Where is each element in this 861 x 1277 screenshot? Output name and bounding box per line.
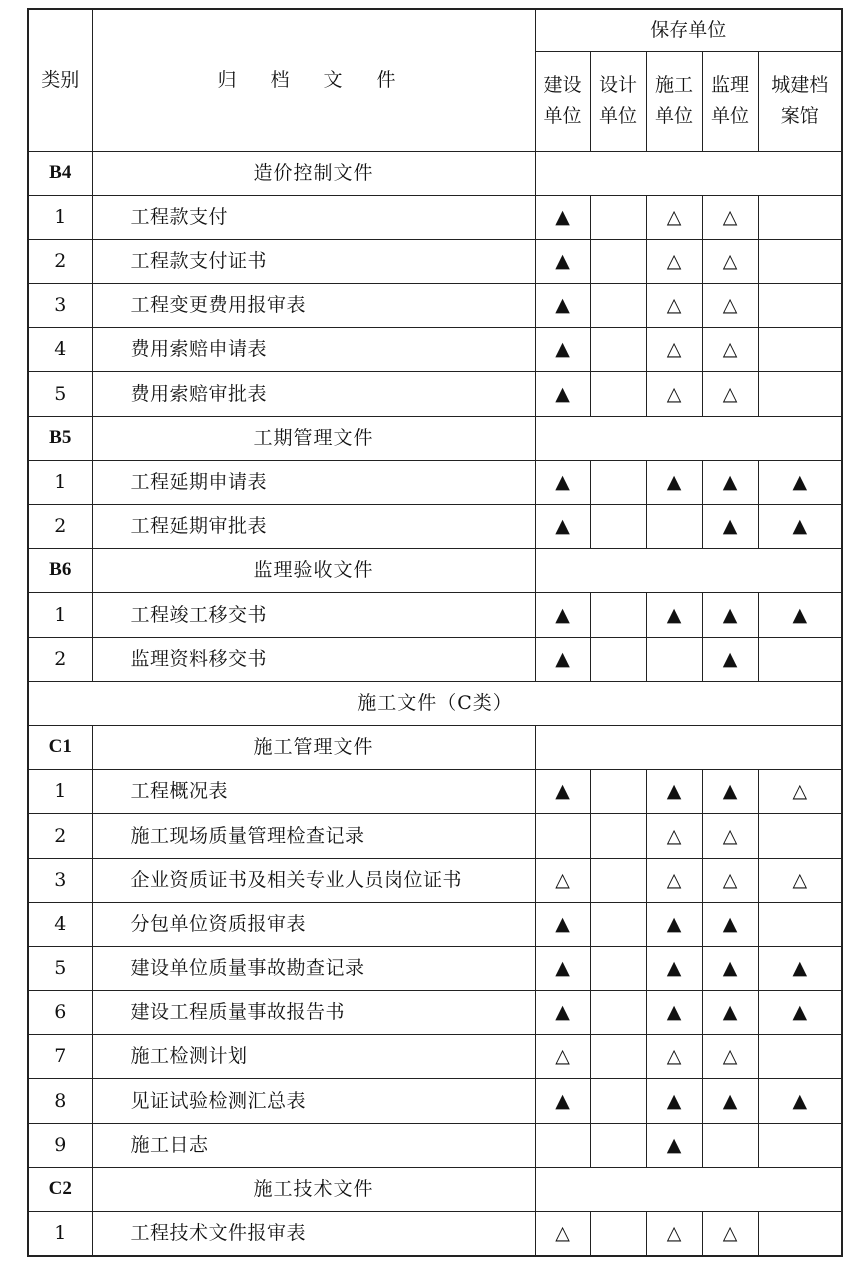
- mark-empty: [590, 195, 646, 239]
- solid-triangle-mark: ▲: [535, 593, 590, 637]
- item-code: 5: [28, 946, 92, 990]
- group-code: B4: [28, 151, 92, 195]
- item-code: 3: [28, 284, 92, 328]
- mark-empty: [758, 1035, 842, 1079]
- section-row: [28, 681, 842, 725]
- mark-empty: [702, 1123, 758, 1167]
- solid-triangle-mark: ▲: [702, 946, 758, 990]
- group-code: B5: [28, 416, 92, 460]
- hollow-triangle-mark: △: [646, 1035, 702, 1079]
- solid-triangle-mark: ▲: [702, 991, 758, 1035]
- group-row: [28, 416, 842, 460]
- solid-triangle-mark: ▲: [702, 1079, 758, 1123]
- group-title: 施工管理文件: [92, 725, 535, 769]
- hollow-triangle-mark: △: [535, 858, 590, 902]
- mark-empty: [590, 858, 646, 902]
- solid-triangle-mark: ▲: [646, 1079, 702, 1123]
- hollow-triangle-mark: △: [702, 372, 758, 416]
- table-row: [28, 284, 842, 328]
- hollow-triangle-mark: △: [702, 328, 758, 372]
- solid-triangle-mark: ▲: [535, 902, 590, 946]
- header-unit-line2: 单位: [543, 105, 582, 127]
- mark-empty: [758, 637, 842, 681]
- mark-empty: [590, 284, 646, 328]
- mark-empty: [590, 1123, 646, 1167]
- item-name: 费用索赔申请表: [92, 328, 535, 372]
- group-units-empty: [535, 725, 842, 769]
- mark-empty: [590, 991, 646, 1035]
- table-row: [28, 902, 842, 946]
- solid-triangle-mark: ▲: [535, 460, 590, 504]
- item-code: 2: [28, 814, 92, 858]
- item-code: 8: [28, 1079, 92, 1123]
- hollow-triangle-mark: △: [702, 858, 758, 902]
- mark-empty: [758, 1123, 842, 1167]
- mark-empty: [590, 593, 646, 637]
- solid-triangle-mark: ▲: [758, 946, 842, 990]
- solid-triangle-mark: ▲: [535, 239, 590, 283]
- item-code: 4: [28, 328, 92, 372]
- header-unit-2: [646, 51, 702, 151]
- hollow-triangle-mark: △: [646, 814, 702, 858]
- solid-triangle-mark: ▲: [535, 770, 590, 814]
- mark-empty: [590, 505, 646, 549]
- item-name: 施工现场质量管理检查记录: [92, 814, 535, 858]
- header-unit-0: [535, 51, 590, 151]
- mark-empty: [590, 637, 646, 681]
- group-units-empty: [535, 151, 842, 195]
- header-unit-line2: 案馆: [780, 105, 819, 127]
- solid-triangle-mark: ▲: [535, 195, 590, 239]
- solid-triangle-mark: ▲: [758, 505, 842, 549]
- header-unit-line1: 监理: [710, 74, 749, 97]
- solid-triangle-mark: ▲: [702, 902, 758, 946]
- solid-triangle-mark: ▲: [535, 946, 590, 990]
- hollow-triangle-mark: △: [646, 372, 702, 416]
- group-title: 造价控制文件: [92, 151, 535, 195]
- mark-empty: [590, 1212, 646, 1256]
- group-units-empty: [535, 549, 842, 593]
- item-name: 工程款支付: [92, 195, 535, 239]
- solid-triangle-mark: ▲: [702, 460, 758, 504]
- group-title: 施工技术文件: [92, 1167, 535, 1211]
- table-row: [28, 1212, 842, 1256]
- item-name: 施工日志: [92, 1123, 535, 1167]
- solid-triangle-mark: ▲: [646, 1123, 702, 1167]
- table-row: [28, 858, 842, 902]
- group-units-empty: [535, 416, 842, 460]
- section-title: 施工文件（C类）: [28, 681, 842, 725]
- solid-triangle-mark: ▲: [646, 460, 702, 504]
- item-code: 1: [28, 460, 92, 504]
- item-name: 分包单位资质报审表: [92, 902, 535, 946]
- mark-empty: [590, 902, 646, 946]
- solid-triangle-mark: ▲: [702, 593, 758, 637]
- item-name: 费用索赔审批表: [92, 372, 535, 416]
- solid-triangle-mark: ▲: [646, 946, 702, 990]
- mark-empty: [590, 372, 646, 416]
- hollow-triangle-mark: △: [646, 858, 702, 902]
- solid-triangle-mark: ▲: [646, 991, 702, 1035]
- header-document: 归 档 文 件: [92, 9, 535, 151]
- item-name: 工程延期申请表: [92, 460, 535, 504]
- mark-empty: [590, 328, 646, 372]
- header-category: 类别: [28, 9, 92, 151]
- hollow-triangle-mark: △: [702, 284, 758, 328]
- table-header: [28, 9, 842, 151]
- group-title: 监理验收文件: [92, 549, 535, 593]
- item-code: 1: [28, 593, 92, 637]
- table-row: [28, 991, 842, 1035]
- hollow-triangle-mark: △: [646, 284, 702, 328]
- hollow-triangle-mark: △: [758, 770, 842, 814]
- header-unit-1: [590, 51, 646, 151]
- table-row: [28, 372, 842, 416]
- table-row: [28, 460, 842, 504]
- table-row: [28, 195, 842, 239]
- solid-triangle-mark: ▲: [702, 770, 758, 814]
- mark-empty: [590, 239, 646, 283]
- solid-triangle-mark: ▲: [535, 637, 590, 681]
- group-units-empty: [535, 1167, 842, 1211]
- header-unit-line2: 单位: [598, 105, 637, 127]
- solid-triangle-mark: ▲: [646, 902, 702, 946]
- group-code: C1: [28, 725, 92, 769]
- hollow-triangle-mark: △: [702, 239, 758, 283]
- mark-empty: [590, 770, 646, 814]
- table-row: [28, 1079, 842, 1123]
- group-code: C2: [28, 1167, 92, 1211]
- mark-empty: [758, 328, 842, 372]
- solid-triangle-mark: ▲: [535, 284, 590, 328]
- item-code: 2: [28, 637, 92, 681]
- mark-empty: [535, 1123, 590, 1167]
- mark-empty: [758, 239, 842, 283]
- header-unit-line1: 施工: [654, 74, 693, 97]
- header-unit-4: [758, 51, 842, 151]
- item-code: 1: [28, 770, 92, 814]
- mark-empty: [590, 460, 646, 504]
- item-code: 2: [28, 239, 92, 283]
- table-row: [28, 770, 842, 814]
- group-row: [28, 725, 842, 769]
- table-row: [28, 637, 842, 681]
- table-row: [28, 328, 842, 372]
- mark-empty: [758, 1212, 842, 1256]
- mark-empty: [646, 505, 702, 549]
- solid-triangle-mark: ▲: [535, 991, 590, 1035]
- archive-table: [27, 8, 843, 1257]
- header-unit-line2: 单位: [654, 105, 693, 127]
- solid-triangle-mark: ▲: [758, 460, 842, 504]
- item-name: 工程延期审批表: [92, 505, 535, 549]
- solid-triangle-mark: ▲: [702, 637, 758, 681]
- item-code: 5: [28, 372, 92, 416]
- table-body: [28, 151, 842, 1256]
- mark-empty: [590, 1079, 646, 1123]
- item-name: 工程变更费用报审表: [92, 284, 535, 328]
- hollow-triangle-mark: △: [646, 195, 702, 239]
- item-name: 监理资料移交书: [92, 637, 535, 681]
- item-code: 2: [28, 505, 92, 549]
- hollow-triangle-mark: △: [646, 239, 702, 283]
- item-name: 工程款支付证书: [92, 239, 535, 283]
- mark-empty: [590, 1035, 646, 1079]
- hollow-triangle-mark: △: [702, 1035, 758, 1079]
- hollow-triangle-mark: △: [535, 1035, 590, 1079]
- item-code: 1: [28, 195, 92, 239]
- item-code: 7: [28, 1035, 92, 1079]
- solid-triangle-mark: ▲: [758, 1079, 842, 1123]
- hollow-triangle-mark: △: [646, 1212, 702, 1256]
- hollow-triangle-mark: △: [702, 195, 758, 239]
- hollow-triangle-mark: △: [646, 328, 702, 372]
- mark-empty: [646, 637, 702, 681]
- solid-triangle-mark: ▲: [646, 770, 702, 814]
- table-row: [28, 814, 842, 858]
- item-name: 工程概况表: [92, 770, 535, 814]
- table-row: [28, 946, 842, 990]
- item-code: 1: [28, 1212, 92, 1256]
- table-row: [28, 505, 842, 549]
- solid-triangle-mark: ▲: [702, 505, 758, 549]
- table-row: [28, 1035, 842, 1079]
- header-unit-line1: 设计: [598, 74, 637, 97]
- hollow-triangle-mark: △: [702, 814, 758, 858]
- solid-triangle-mark: ▲: [758, 991, 842, 1035]
- mark-empty: [758, 195, 842, 239]
- hollow-triangle-mark: △: [702, 1212, 758, 1256]
- item-code: 4: [28, 902, 92, 946]
- item-code: 9: [28, 1123, 92, 1167]
- item-name: 建设工程质量事故报告书: [92, 991, 535, 1035]
- item-name: 见证试验检测汇总表: [92, 1079, 535, 1123]
- solid-triangle-mark: ▲: [535, 372, 590, 416]
- group-row: [28, 151, 842, 195]
- hollow-triangle-mark: △: [535, 1212, 590, 1256]
- mark-empty: [535, 814, 590, 858]
- table-row: [28, 593, 842, 637]
- solid-triangle-mark: ▲: [646, 593, 702, 637]
- mark-empty: [758, 284, 842, 328]
- mark-empty: [590, 814, 646, 858]
- item-name: 建设单位质量事故勘查记录: [92, 946, 535, 990]
- mark-empty: [758, 902, 842, 946]
- item-code: 6: [28, 991, 92, 1035]
- header-unit-line1: 建设: [543, 74, 582, 97]
- header-units-group: 保存单位: [535, 9, 842, 51]
- solid-triangle-mark: ▲: [535, 1079, 590, 1123]
- solid-triangle-mark: ▲: [535, 505, 590, 549]
- header-unit-line2: 单位: [710, 105, 749, 127]
- solid-triangle-mark: ▲: [758, 593, 842, 637]
- item-code: 3: [28, 858, 92, 902]
- mark-empty: [590, 946, 646, 990]
- item-name: 企业资质证书及相关专业人员岗位证书: [92, 858, 535, 902]
- item-name: 工程技术文件报审表: [92, 1212, 535, 1256]
- group-title: 工期管理文件: [92, 416, 535, 460]
- mark-empty: [758, 814, 842, 858]
- table-row: [28, 1123, 842, 1167]
- item-name: 工程竣工移交书: [92, 593, 535, 637]
- header-unit-line1: 城建档: [771, 74, 829, 97]
- header-unit-3: [702, 51, 758, 151]
- table-row: [28, 239, 842, 283]
- group-code: B6: [28, 549, 92, 593]
- solid-triangle-mark: ▲: [535, 328, 590, 372]
- mark-empty: [758, 372, 842, 416]
- group-row: [28, 1167, 842, 1211]
- hollow-triangle-mark: △: [758, 858, 842, 902]
- item-name: 施工检测计划: [92, 1035, 535, 1079]
- group-row: [28, 549, 842, 593]
